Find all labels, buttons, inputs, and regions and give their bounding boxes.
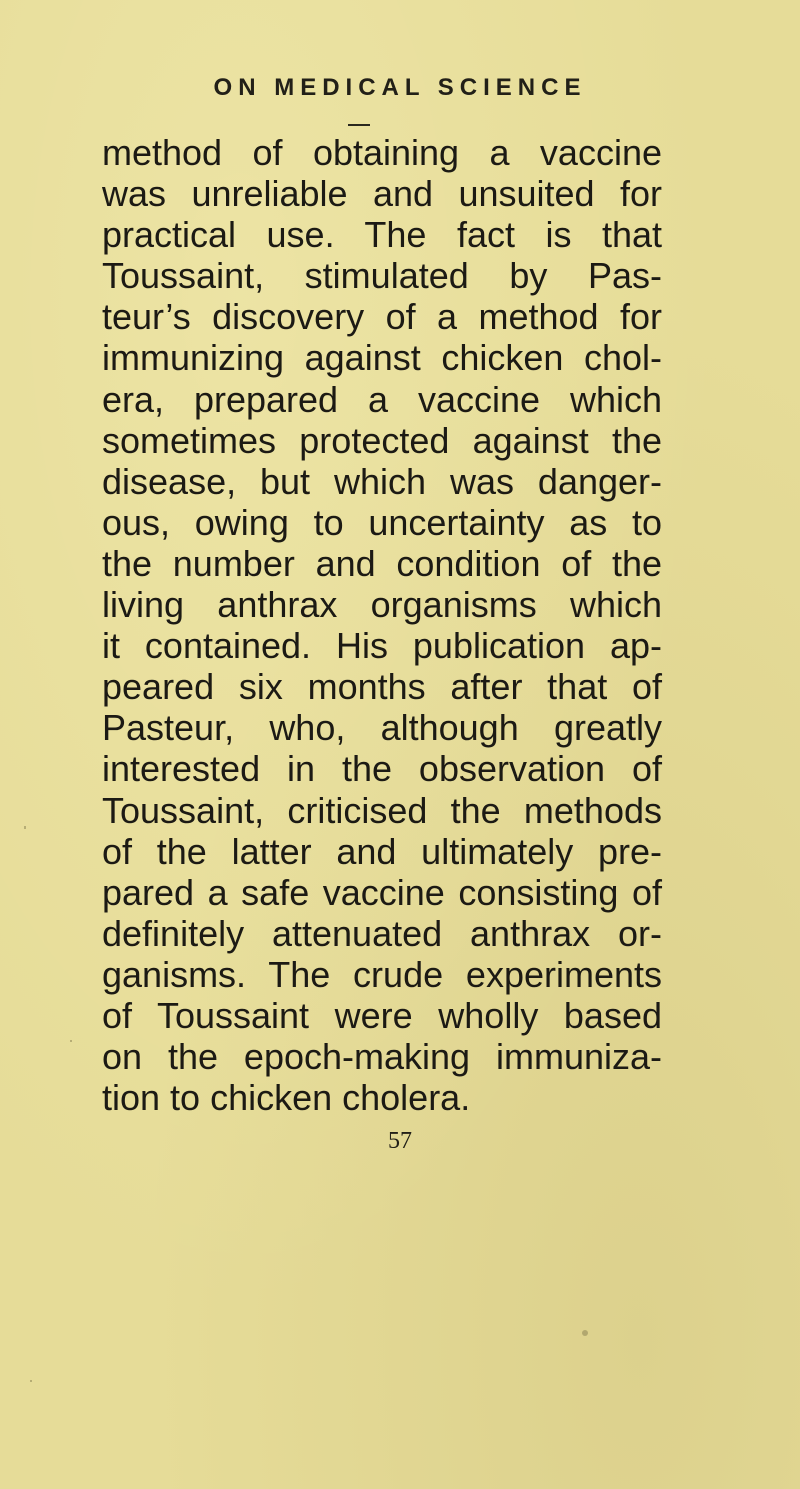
paper-speck (582, 1330, 588, 1336)
text-line-last: tion to chicken cholera. (102, 1077, 471, 1119)
paper-speck (70, 1040, 72, 1042)
text-line: Toussaint, stimulated by Pas- (102, 255, 662, 297)
text-line: pared a safe vaccine consisting of (102, 871, 662, 913)
text-line: of the latter and ultimately pre- (102, 830, 662, 872)
text-line: practical use. The fact is that (102, 214, 662, 256)
text-line: disease, but which was danger- (102, 460, 662, 502)
paper-speck (30, 1380, 32, 1382)
page-number: 57 (388, 1128, 412, 1154)
text-line: of Toussaint were wholly based (102, 994, 662, 1036)
text-line: sometimes protected against the (102, 419, 662, 461)
text-line: it contained. His publication ap- (102, 625, 662, 667)
text-line: Toussaint, criticised the methods (102, 789, 662, 831)
text-line: the number and condition of the (102, 542, 662, 584)
text-line: interested in the observation of (102, 748, 662, 790)
text-line: era, prepared a vaccine which (102, 378, 662, 420)
text-line: Pasteur, who, although greatly (102, 707, 662, 749)
text-line: teur’s discovery of a method for (102, 296, 662, 338)
paper-speck (24, 826, 26, 829)
text-line: ganisms. The crude experiments (102, 953, 662, 995)
text-line: immunizing against chicken chol- (102, 337, 662, 379)
text-line: was unreliable and unsuited for (102, 173, 662, 215)
text-line: definitely attenuated anthrax or- (102, 912, 662, 954)
text-line: on the epoch-making immuniza- (102, 1036, 662, 1078)
text-line: living anthrax organisms which (102, 584, 662, 626)
head-rule (348, 124, 370, 126)
text-line: peared six months after that of (102, 666, 662, 708)
text-line: ous, owing to uncertainty as to (102, 501, 662, 543)
text-line: method of obtaining a vaccine (102, 132, 662, 173)
body-text (102, 132, 662, 1118)
running-head: ON MEDICAL SCIENCE (213, 74, 587, 101)
